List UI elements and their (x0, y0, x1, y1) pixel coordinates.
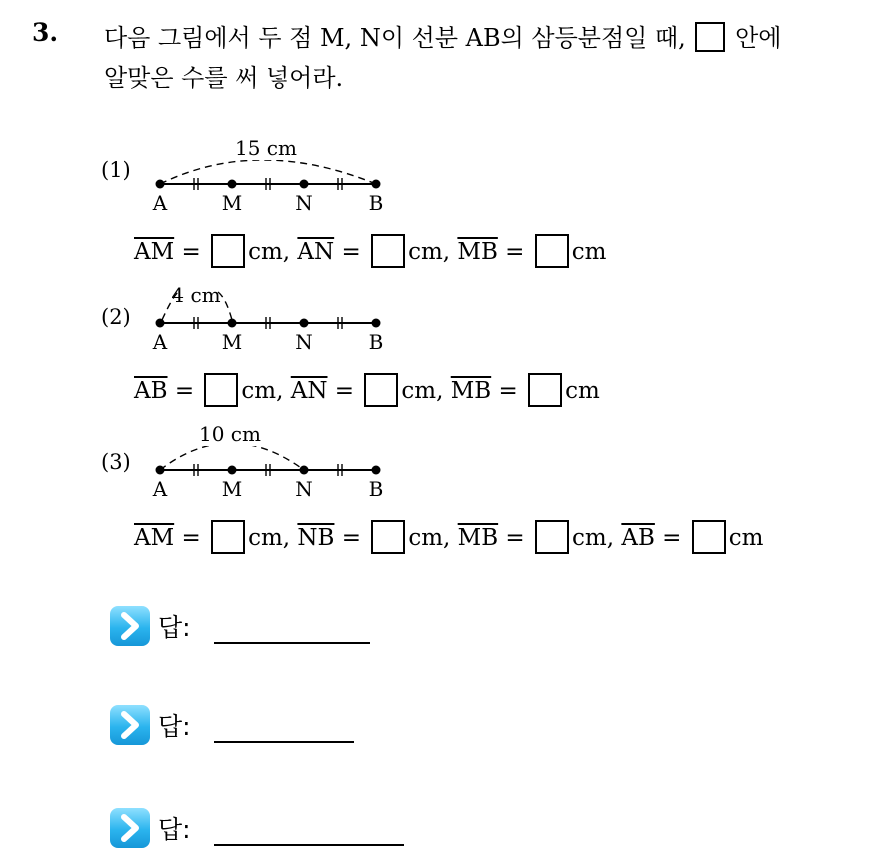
answer-label: 답: (158, 613, 191, 642)
point-dot (156, 319, 165, 328)
point-label: M (221, 477, 243, 501)
answer-input-line[interactable] (214, 741, 354, 743)
point-label: B (368, 191, 384, 215)
part-label: (1) (101, 158, 131, 182)
segment-name: $\overline{MB}$ (457, 239, 498, 265)
unit-label: cm, (248, 525, 291, 551)
point-dot (372, 180, 381, 189)
point-dot (228, 180, 237, 189)
point-label: B (368, 477, 384, 501)
chevron-right-icon (110, 705, 150, 745)
answer-blank[interactable] (364, 373, 398, 407)
answer-label: 답: (158, 712, 191, 741)
part-label: (2) (101, 305, 131, 329)
point-dot (372, 466, 381, 475)
answer-blank[interactable] (528, 373, 562, 407)
point-dot (300, 180, 309, 189)
segment-name: $\overline{AN}$ (290, 378, 328, 404)
equation-row-2: $\overline{AB}$ = cm, $\overline{AN}$ = cm, $\overline{MB}$ = cm (134, 373, 600, 407)
distance-label: 4 cm (171, 283, 221, 307)
answer-input-line[interactable] (214, 642, 370, 644)
chevron-right-icon (110, 606, 150, 646)
question-number: 3. (32, 18, 59, 47)
distance-arc (160, 160, 376, 184)
distance-label: 15 cm (235, 136, 297, 160)
question-text-line2: 알맞은 수를 써 넣어라. (104, 64, 344, 92)
unit-label: cm (565, 378, 600, 404)
unit-label: cm, (401, 378, 444, 404)
answer-label: 답: (158, 815, 191, 844)
equation-row-1: $\overline{AM}$ = cm, $\overline{AN}$ = cm, $\overline{MB}$ = cm (134, 234, 606, 268)
answer-blank[interactable] (204, 373, 238, 407)
segment-name: $\overline{AM}$ (134, 525, 175, 551)
segment-name: $\overline{AN}$ (297, 239, 335, 265)
segment-figure-3 (140, 420, 410, 504)
segment-name: $\overline{AM}$ (134, 239, 175, 265)
blank-box (695, 22, 725, 52)
question-text-after-box: 안에 (735, 24, 782, 52)
point-dot (300, 466, 309, 475)
point-label: A (152, 330, 168, 354)
point-dot (372, 319, 381, 328)
answer-blank[interactable] (211, 234, 245, 268)
chevron-right-icon (110, 808, 150, 848)
segment-name: $\overline{MB}$ (450, 378, 492, 404)
point-dot (156, 466, 165, 475)
unit-label: cm, (572, 525, 615, 551)
question-text-line1 (104, 18, 781, 53)
answer-blank[interactable] (371, 234, 405, 268)
point-label: M (221, 191, 243, 215)
unit-label: cm, (408, 239, 451, 265)
point-dot (156, 180, 165, 189)
answer-blank[interactable] (692, 520, 726, 554)
answer-blank[interactable] (535, 234, 569, 268)
segment-name: $\overline{AB}$ (621, 525, 655, 551)
point-label: N (295, 477, 313, 501)
segment-name: $\overline{AB}$ (134, 378, 168, 404)
point-label: M (221, 330, 243, 354)
unit-label: cm, (248, 239, 291, 265)
point-dot (300, 319, 309, 328)
segment-name: $\overline{MB}$ (457, 525, 499, 551)
answer-blank[interactable] (371, 520, 405, 554)
point-dot (228, 466, 237, 475)
question-text-before-box: 다음 그림에서 두 점 M, N이 선분 AB의 삼등분점일 때, (104, 24, 686, 52)
segment-name: $\overline{NB}$ (297, 525, 335, 551)
equation-row-3: $\overline{AM}$ = cm, $\overline{NB}$ = cm, $\overline{MB}$ = cm, $\overline{AB}$ = cm (134, 520, 763, 554)
segment-figure-2 (140, 280, 410, 360)
unit-label: cm, (408, 525, 451, 551)
point-label: N (295, 191, 313, 215)
point-label: N (295, 330, 313, 354)
unit-label: cm (728, 525, 764, 551)
distance-label: 10 cm (199, 422, 261, 446)
part-label: (3) (101, 450, 131, 474)
answer-blank[interactable] (211, 520, 245, 554)
segment-figure-1 (140, 128, 410, 220)
point-label: A (152, 191, 168, 215)
answer-input-line[interactable] (214, 844, 404, 846)
answer-blank[interactable] (535, 520, 569, 554)
unit-label: cm (571, 239, 607, 265)
unit-label: cm, (241, 378, 284, 404)
point-dot (228, 319, 237, 328)
point-label: B (368, 330, 384, 354)
point-label: A (152, 477, 168, 501)
